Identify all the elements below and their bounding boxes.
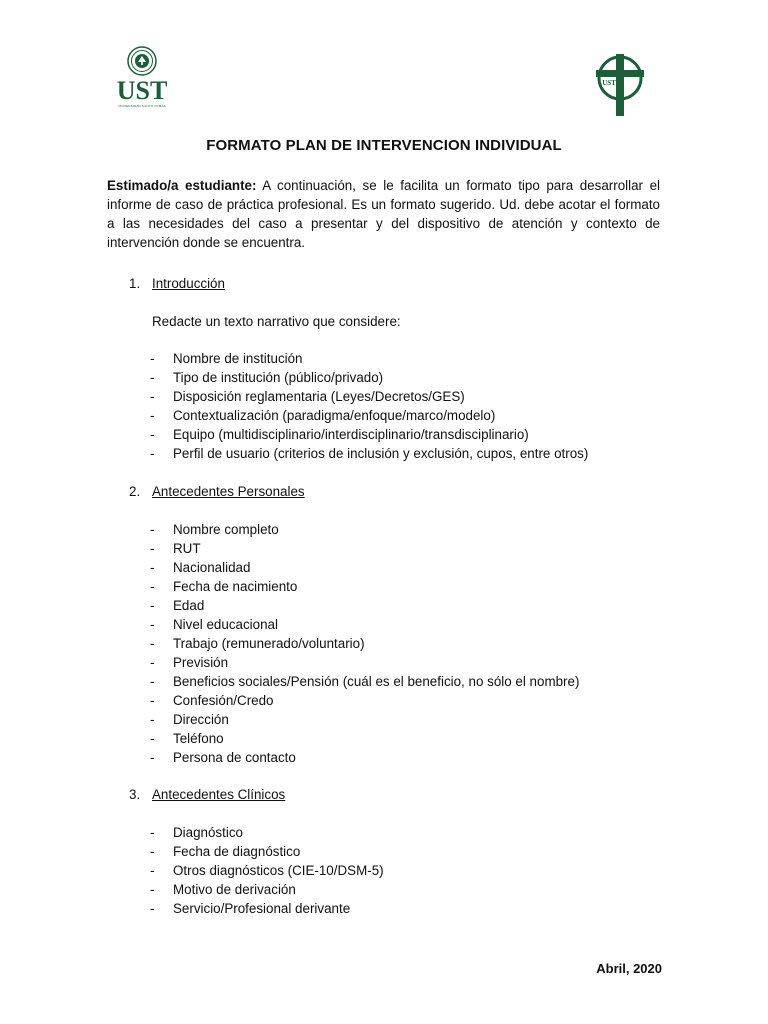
list-introduccion [150, 349, 588, 463]
list-item: - Diagnóstico [150, 825, 243, 840]
list-item: - Nivel educacional [150, 617, 278, 632]
logo-subtext: UNIVERSIDAD SANTO TOMÁS [118, 104, 166, 108]
logo-wordmark: UST [116, 76, 168, 105]
intro-label: Estimado/a estudiante: [107, 178, 257, 193]
list-item: - Nacionalidad [150, 560, 251, 575]
list-item: - Contextualización (paradigma/enfoque/marco/modelo) [150, 408, 496, 423]
list-item: - Servicio/Profesional derivante [150, 901, 351, 916]
ust-logo [112, 46, 172, 118]
section-number: 3. [129, 787, 141, 802]
intro-paragraph [107, 176, 660, 252]
list-item: - Tipo de institución (público/privado) [150, 370, 384, 385]
section-heading-introduccion [129, 274, 225, 293]
emblem-text: UST [602, 79, 616, 87]
list-item: - Teléfono [150, 731, 224, 746]
list-item: - Otros diagnósticos (CIE-10/DSM-5) [150, 863, 384, 878]
list-item: - Disposición reglamentaria (Leyes/Decretos/GES) [150, 389, 465, 404]
list-item: - Nombre de institución [150, 351, 303, 366]
section-heading-antecedentes-personales [129, 482, 305, 501]
section-label: Antecedentes Personales [152, 484, 305, 499]
list-item: - Beneficios sociales/Pensión (cuál es el beneficio, no sólo el nombre) [150, 674, 580, 689]
section-lead-text: Redacte un texto narrativo que considere: [152, 314, 401, 329]
list-item: - Trabajo (remunerado/voluntario) [150, 636, 365, 651]
list-item: - RUT [150, 541, 201, 556]
section-heading-antecedentes-clinicos [129, 785, 285, 804]
list-item: - Perfil de usuario (criterios de inclusión y exclusión, cupos, entre otros) [150, 446, 589, 461]
section-number: 1. [129, 276, 141, 291]
section-label: Introducción [152, 276, 225, 291]
section-label: Antecedentes Clínicos [152, 787, 286, 802]
list-item: - Confesión/Credo [150, 693, 274, 708]
ust-emblem-logo [592, 52, 648, 118]
list-item: - Persona de contacto [150, 750, 296, 765]
list-item: - Edad [150, 598, 205, 613]
document-date: Abril, 2020 [596, 961, 662, 976]
list-antecedentes-clinicos [150, 823, 384, 918]
list-item: - Motivo de derivación [150, 882, 296, 897]
document-title: FORMATO PLAN DE INTERVENCION INDIVIDUAL [206, 137, 562, 154]
list-item: - Previsión [150, 655, 229, 670]
list-item: - Equipo (multidisciplinario/interdisciplinario/transdisciplinario) [150, 427, 529, 442]
list-item: - Fecha de nacimiento [150, 579, 298, 594]
list-antecedentes-personales [150, 520, 579, 767]
university-seal-icon [127, 46, 157, 76]
list-item: - Fecha de diagnóstico [150, 844, 301, 859]
intro-text: A continuación, se le facilita un formato tipo para desarrollar el informe de caso de práctica profesional. Es un formato sugerido. Ud. debe acotar el formato a las necesidades del caso a presentar y del dispositivo de atención y contexto de intervención donde se encuentra. [107, 178, 660, 250]
section-number: 2. [129, 484, 141, 499]
cross-emblem-icon [592, 52, 648, 118]
list-item: - Nombre completo [150, 522, 279, 537]
list-item: - Dirección [150, 712, 229, 727]
